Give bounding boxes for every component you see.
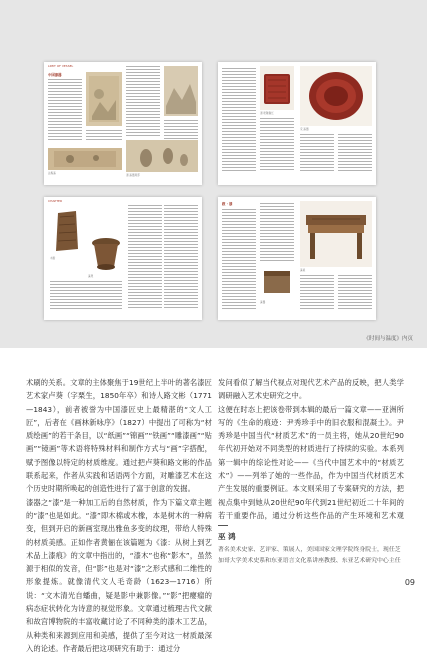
carved-table-icon [300,201,372,267]
scroll-image [48,148,122,170]
author-bio: 著名美术史家、艺评家、策展人，美国国家文理学院终身院士，现任芝加哥大学美术史系和东亚语言文化系讲座教授、东亚艺术研究中心主任 [218,547,401,564]
image-caption: 漆桌 [300,269,306,272]
text-block [128,205,162,309]
wooden-box-icon [260,265,294,299]
page-header: CHAPTER [48,199,63,203]
article-paragraph: 发问看似了解当代视点对现代艺术产品的反映，把人类学调研融入艺术史研究之中。 这便在时态上把该卷带到本辑的最后一篇文章——亚洲所写的《生命的痕迹：尹秀珍手中的旧衣服和混凝土》。尹秀珍是中国当代“材质艺术”的一员主将，她从20世纪90年代初开始对不同类型的材质进行了持续的实验。本系列第一辑中的综论性对论——《当代中国艺术中的“材质艺术”》——列举了她的一些作品，作为中国当代材质艺术产生发展的重要例证。本文则采用了专案研究的方法，把视点集中到她从20世纪90年代到21世纪初近二十年间的若干重要作品，通过分析这些作品的产生环境和艺术观 [218,378,404,520]
red-lacquer-box-image [260,66,294,110]
landscape-icon [164,66,198,116]
page-title: 中国漆器 [48,73,62,77]
text-block [86,130,122,142]
wood-block-image [50,207,84,255]
page-number: 09 [404,578,415,587]
spread-page-2 [218,62,376,185]
stool-icon [88,233,124,273]
scroll-painting-icon [48,148,122,170]
spread-caption: 《时间与温度》内页 [363,336,413,342]
page-header: LIMIT OF VESSEL [48,64,74,68]
text-block [222,209,256,309]
page-title: 跋 · 漆 [222,202,233,206]
image-caption: 木胎 [50,257,56,260]
lacquer-box-image [260,265,294,299]
text-block [48,79,82,141]
text-block [164,205,198,309]
lacquer-dish-icon [300,66,372,126]
spread-page-3 [44,197,202,320]
text-block [300,275,334,309]
painting-image [86,72,122,126]
image-caption: 清 乾隆剔红 [260,112,274,115]
text-block [222,68,256,172]
spread-page-1 [44,62,202,185]
figure-image [126,140,198,172]
text-block [126,66,160,136]
author-name: 巫 鸿 [218,532,236,541]
image-caption: 清 漆器局部 [126,174,140,177]
spread-page-4 [218,197,376,320]
lacquer-box-icon [260,66,294,110]
image-caption: 宋 漆器 [300,128,309,131]
article-paragraph: 术刷的关系。文章的主体聚焦于19世纪上半叶的著名漆匠艺术家卢葵（字栗生，1850年卒）和诗人路文彬（1771—1843），前者被誉为中国漆匠史上最精湛的“文人工匠”，后者在《画林新咏序》（1827）中提出了可称为“材质绘画”的若干条目，以“纸画”“锦画”“铁画”“雕漆画”“贴画”“镜画”等术语将特殊材料和制作方式与“画”字搭配，赋予图像以特定的材质维度。通过把卢葵和路文彬的作品联系起来，作者从实践和话语两个方面，对雕漆艺术在这个历史时期所唤起的创造性进行了富于创意的发掘。 漆器之“漆”是一种加工后的自然材质，作为下篇文章主题的“漆”也是如此。“漆”即木棉或木橡，本是树木的一种病变，但到开启的新画室现出雅鱼多变的纹理，带给人特殊的材质美感。正如作者黄俪在该篇题为《漆：从树上到艺术品上漆痕》的文章中指出的，“漆木”也称“影木”，虽然源于相似的发音，但“影”也是对“漆”之形式感和二维性的形象提炼。就像清代文人毛奇龄（1623—1716）所说：“文木清光自蟠曲，疑是影中兼影像。”“影”把瘿瘤的病态症状转化为诗意的视觉形象。文章通过梳理古代文献和故宫博物院的丰富收藏讨论了不同种类的漆木工艺品，从种类和来源到应用和美感，提供了至今对这一材质最深入的论述。作者最后把这项研究有助于：通过分 [26,378,212,653]
text-block [260,118,294,172]
text-block [338,275,372,309]
stool-image [88,233,124,273]
article-right-column [218,376,404,522]
text-block [50,281,122,309]
painting-icon [86,72,122,126]
text-block [300,134,334,172]
image-caption: 漆器 [260,301,266,304]
article-left-column [26,376,212,655]
image-caption: 漆凳 [88,275,94,278]
table-image [300,201,372,267]
figures-painting-icon [126,140,198,172]
text-block [260,203,294,261]
wood-root-icon [50,207,84,255]
red-lacquer-dish-image [300,66,372,126]
image-caption: 法髹漆 [48,172,56,175]
scroll-image [164,66,198,116]
text-block [338,134,372,172]
author-divider [218,525,228,526]
